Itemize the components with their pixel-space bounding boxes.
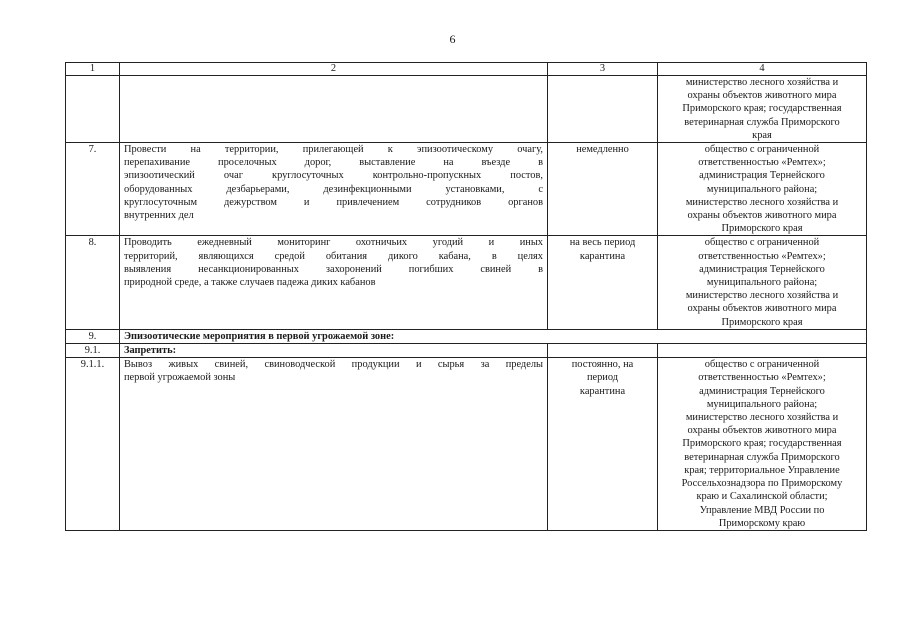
measure-description — [120, 344, 548, 358]
responsible-parties — [658, 76, 867, 143]
responsible-line: муниципального района; — [706, 277, 818, 289]
row-number: 9.1.1. — [66, 358, 120, 531]
responsible-line: Россельхознадзора по Приморскому — [681, 478, 843, 490]
table-row — [66, 143, 867, 236]
description-line: выявления несанкционированных захоронений погибших свиней в — [124, 263, 543, 275]
description-line: эпизоотический очаг круглосуточных контрольно-пропускных постов, — [124, 170, 543, 182]
measure-term — [548, 143, 658, 236]
responsible-line: общество с ограниченной — [704, 237, 820, 249]
measure-description — [120, 329, 867, 343]
description-line: круглосуточным дежурством и привлечением сотрудников органов — [124, 196, 543, 208]
description-line: Вывоз живых свиней, свиноводческой продукции и сырья за пределы — [124, 359, 543, 371]
term-line: период — [586, 372, 619, 384]
row-number: 9.1. — [66, 344, 120, 358]
responsible-parties — [658, 358, 867, 531]
responsible-line: Приморскому краю — [718, 517, 806, 529]
column-header-3: 3 — [548, 63, 658, 76]
description-line: Провести на территории, прилегающей к эпизоотическому очагу, — [124, 144, 543, 156]
responsible-line: министерство лесного хозяйства и — [685, 196, 839, 208]
responsible-line: министерство лесного хозяйства и — [685, 77, 839, 88]
row-number — [66, 76, 120, 143]
measure-term — [548, 236, 658, 329]
measures-table — [65, 62, 867, 531]
responsible-line: ветеринарная служба Приморского — [684, 451, 840, 463]
responsible-line: края — [752, 129, 772, 141]
description-line: первой угрожаемой зоны — [124, 372, 236, 384]
responsible-line: Приморского края — [721, 316, 803, 328]
table-row — [66, 236, 867, 329]
responsible-line: администрация Тернейского — [699, 385, 825, 397]
column-header-1: 1 — [66, 63, 120, 76]
responsible-line: края; территориальное Управление — [684, 464, 840, 476]
description-line: внутренних дел — [124, 210, 194, 222]
page-number: 6 — [449, 32, 456, 46]
row-number: 8. — [66, 236, 120, 329]
responsible-line: краю и Сахалинской области; — [696, 491, 828, 503]
responsible-line: Приморского края; государственная — [682, 103, 842, 115]
responsible-line: охраны объектов животного мира — [687, 303, 837, 315]
description-line: Проводить ежедневный мониторинг охотничьих угодий и иных — [124, 237, 543, 249]
term-line: немедленно — [576, 144, 629, 156]
responsible-parties — [658, 143, 867, 236]
row-number: 9. — [66, 329, 120, 343]
description-line: Запретить: — [124, 345, 177, 357]
measure-description — [120, 358, 548, 531]
responsible-line: ветеринарная служба Приморского — [684, 116, 840, 128]
measure-term — [548, 76, 658, 143]
responsible-line: муниципального района; — [706, 398, 818, 410]
responsible-line: ответственностью «Ремтех»; — [698, 250, 826, 262]
term-line: карантина — [579, 385, 626, 397]
table-row — [66, 329, 867, 343]
column-header-2: 2 — [120, 63, 548, 76]
responsible-parties — [658, 344, 867, 358]
term-line: постоянно, на — [571, 359, 634, 371]
measure-description — [120, 236, 548, 329]
responsible-line: министерство лесного хозяйства и — [685, 290, 839, 302]
table-row — [66, 344, 867, 358]
responsible-line: охраны объектов животного мира — [687, 210, 837, 222]
description-line: территорий, являющихся средой обитания дикого кабана, в целях — [124, 250, 543, 262]
responsible-parties — [658, 236, 867, 329]
measure-term — [548, 344, 658, 358]
responsible-line: администрация Тернейского — [699, 263, 825, 275]
table-row — [66, 76, 867, 143]
measure-description — [120, 76, 548, 143]
responsible-line: администрация Тернейского — [699, 170, 825, 182]
column-header-row — [66, 63, 867, 76]
responsible-line: Приморского края; государственная — [682, 438, 842, 450]
responsible-line: министерство лесного хозяйства и — [685, 412, 839, 424]
responsible-line: Приморского края — [721, 223, 803, 235]
responsible-line: общество с ограниченной — [704, 144, 820, 156]
description-line: Эпизоотические мероприятия в первой угрожаемой зоне: — [124, 330, 395, 342]
column-header-4: 4 — [658, 63, 867, 76]
responsible-line: охраны объектов животного мира — [687, 425, 837, 437]
description-line: природной среде, а также случаев падежа диких кабанов — [124, 277, 376, 289]
description-line: перепахивание проселочных дорог, выставление на въезде в — [124, 157, 543, 169]
table-row — [66, 358, 867, 531]
measure-term — [548, 358, 658, 531]
measure-description — [120, 143, 548, 236]
term-line: карантина — [579, 250, 626, 262]
responsible-line: муниципального района; — [706, 183, 818, 195]
responsible-line: Управление МВД России по — [699, 504, 825, 516]
description-line: оборудованных дезбарьерами, дезинфекционными установками, с — [124, 183, 543, 195]
term-line: на весь период — [569, 237, 636, 249]
row-number: 7. — [66, 143, 120, 236]
responsible-line: охраны объектов животного мира — [687, 90, 837, 102]
responsible-line: ответственностью «Ремтех»; — [698, 157, 826, 169]
responsible-line: общество с ограниченной — [704, 359, 820, 371]
responsible-line: ответственностью «Ремтех»; — [698, 372, 826, 384]
